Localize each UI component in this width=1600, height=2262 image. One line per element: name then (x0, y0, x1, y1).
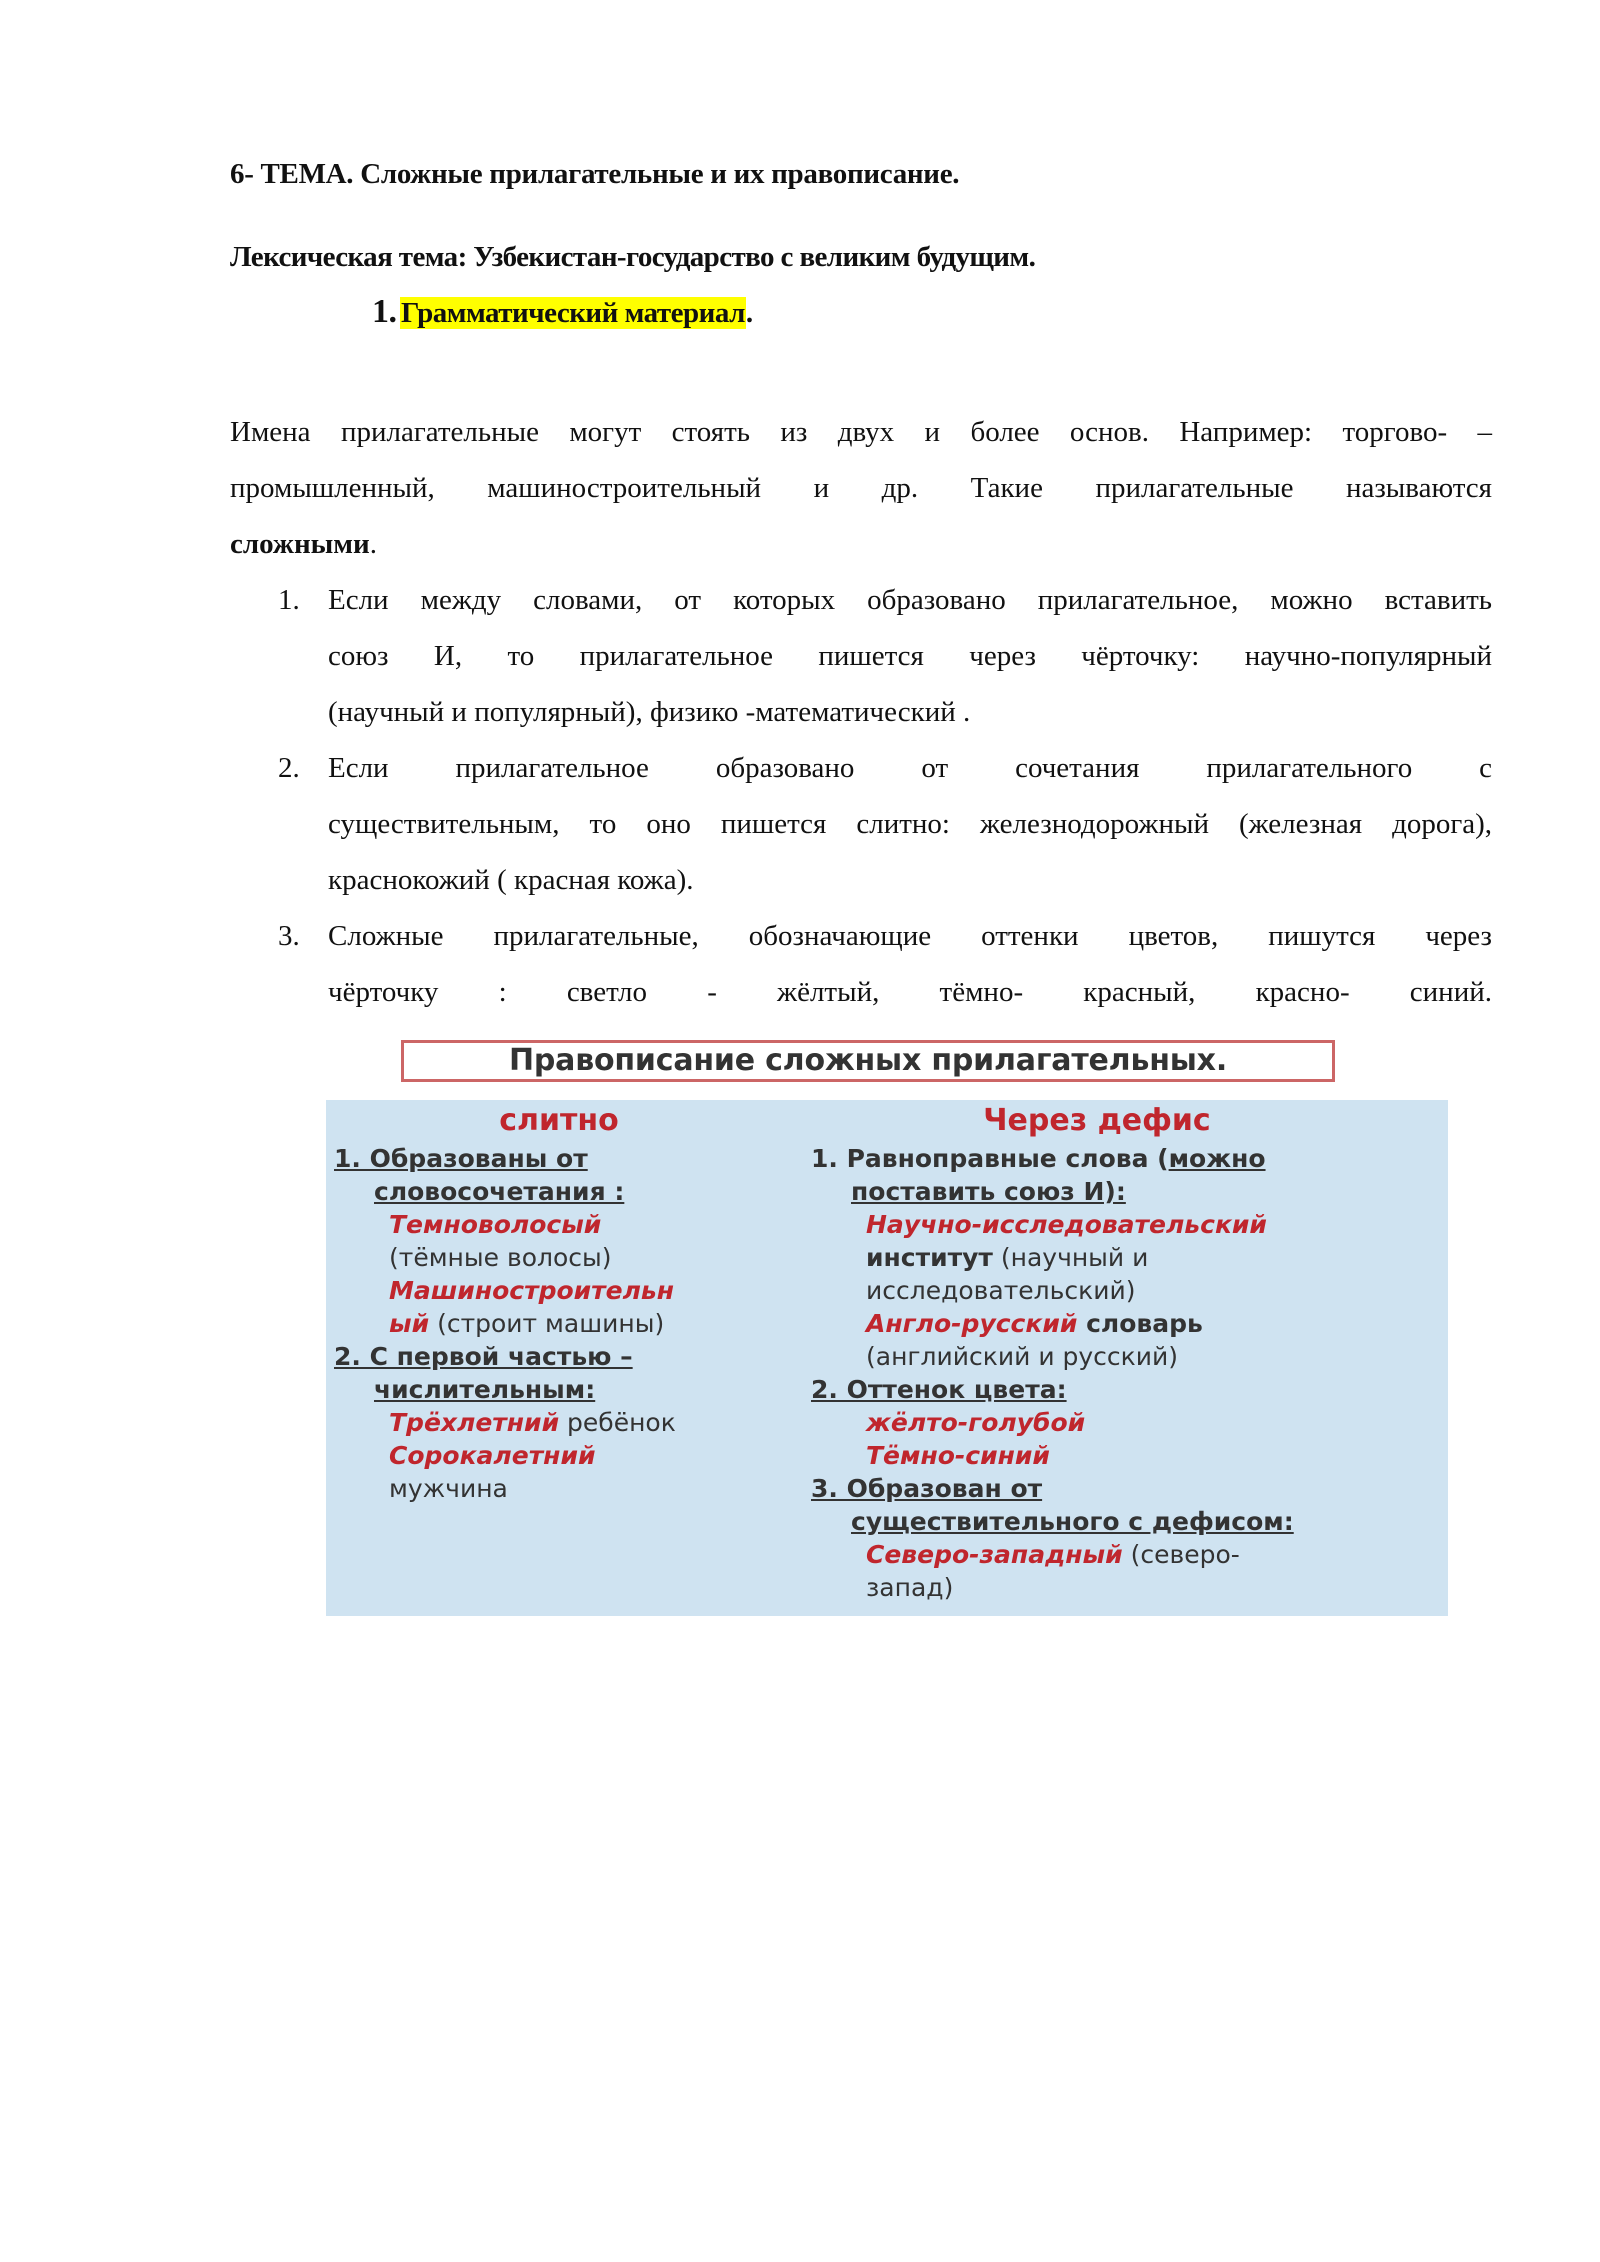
table-line: словосочетания : (374, 1177, 625, 1206)
table-line: Машиностроительн (389, 1276, 674, 1305)
list-number: 3. (278, 920, 300, 952)
table-line: числительным: (374, 1375, 596, 1404)
rule-line: существительным, то оно пишется слитно: железнодорожный (железная дорога), (328, 808, 1492, 840)
rule-line: (научный и популярный), физико -математический . (328, 696, 971, 728)
table-line: Научно-исследовательский (866, 1210, 1267, 1239)
spelling-table-image (326, 1040, 1448, 1616)
example-word: институт (866, 1243, 993, 1272)
section-period: . (745, 297, 753, 329)
table-line: (тёмные волосы) (389, 1243, 612, 1272)
column-heading: Через дефис (983, 1103, 1211, 1138)
rule-text: 1. Равноправные слова ( (811, 1144, 1169, 1173)
table-line: жёлто-голубой (866, 1408, 1086, 1437)
example-word: Англо-русский (866, 1309, 1078, 1338)
list-number: 2. (278, 752, 300, 784)
table-line: поставить союз И): (851, 1177, 1126, 1206)
example-gloss: (научный и (992, 1243, 1149, 1272)
table-line: (английский и русский) (866, 1342, 1179, 1371)
table-line (811, 1307, 1441, 1340)
rule-line: союз И, то прилагательное пишется через чёрточку: научно-популярный (328, 640, 1492, 672)
example-word: Трёхлетний (389, 1408, 560, 1437)
example-word: ый (389, 1309, 430, 1338)
rule-line: Если прилагательное образовано от сочетания прилагательного с (328, 752, 1492, 784)
table-line (334, 1406, 814, 1439)
table-line (811, 1538, 1441, 1571)
list-item (230, 572, 1492, 740)
section-label-highlighted: Грамматический материал (401, 297, 745, 329)
example-gloss: словарь (1077, 1309, 1203, 1338)
table-line (811, 1142, 1441, 1175)
column-heading: слитно (499, 1103, 619, 1138)
rules-list (230, 572, 1492, 1020)
rule-line: Если между словами, от которых образовано прилагательное, можно вставить (328, 584, 1492, 616)
list-item (230, 740, 1492, 908)
rule-line: чёрточку : светло - жёлтый, тёмно- красный, красно- синий. (328, 976, 1492, 1008)
column-solid (334, 1100, 814, 1505)
table-line: 1. Образованы от (334, 1144, 588, 1173)
example-gloss: (строит машины) (429, 1309, 665, 1338)
document-title: 6- ТЕМА. Сложные прилагательные и их правописание. (230, 158, 960, 190)
lexical-topic: Лексическая тема: Узбекистан-государство с великим будущим. (230, 241, 1036, 273)
rule-line: Сложные прилагательные, обозначающие оттенки цветов, пишутся через (328, 920, 1492, 952)
table-title: Правописание сложных прилагательных. (401, 1040, 1335, 1082)
rule-text: можно (1168, 1144, 1266, 1173)
table-body (326, 1100, 1448, 1616)
example-gloss: ребёнок (559, 1408, 676, 1437)
list-number: 1. (278, 584, 300, 616)
table-line (811, 1241, 1441, 1274)
table-line: 2. С первой частью – (334, 1342, 633, 1371)
section-heading (372, 293, 753, 331)
rule-line: краснокожий ( красная кожа). (328, 864, 694, 896)
intro-line: промышленный, машиностроительный и др. Такие прилагательные называются (230, 472, 1492, 504)
column-hyphen (811, 1100, 1441, 1604)
table-line: Темноволосый (389, 1210, 602, 1239)
table-line: Тёмно-синий (866, 1441, 1050, 1470)
table-line: 3. Образован от (811, 1474, 1043, 1503)
intro-line (230, 516, 1492, 572)
table-line: Сорокалетний (389, 1441, 596, 1470)
intro-line-end: . (369, 528, 378, 560)
table-line: существительного с дефисом: (851, 1507, 1294, 1536)
table-line (334, 1307, 814, 1340)
table-line: мужчина (389, 1474, 508, 1503)
table-line: 2. Оттенок цвета: (811, 1375, 1067, 1404)
intro-line: Имена прилагательные могут стоять из двух и более основ. Например: торгово- – (230, 416, 1492, 448)
list-item (230, 908, 1492, 1020)
example-word: Северо-западный (866, 1540, 1123, 1569)
intro-paragraph (230, 404, 1492, 572)
bold-term: сложными (230, 528, 370, 560)
table-line: запад) (866, 1573, 954, 1602)
example-gloss: (северо- (1122, 1540, 1240, 1569)
section-number: 1. (372, 293, 397, 330)
table-line: исследовательский) (866, 1276, 1136, 1305)
